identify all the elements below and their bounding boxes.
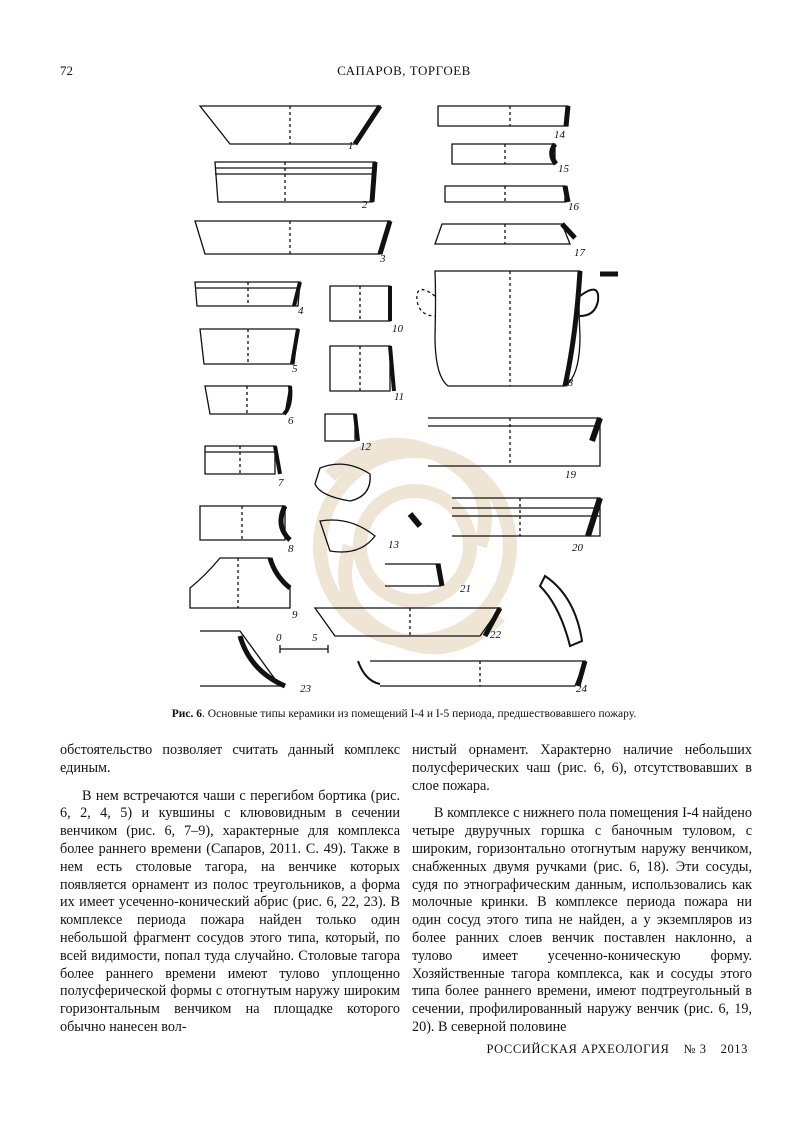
vessel-15 [452,144,555,164]
label-22: 22 [490,629,501,641]
page-footer [472,1042,748,1057]
ceramics-drawing [180,96,630,701]
label-3: 3 [380,253,386,265]
vessel-3 [195,221,390,254]
left-column [60,742,400,1037]
label-2: 2 [362,199,368,211]
label-24: 24 [576,683,587,695]
vessel-12 [325,414,355,441]
paragraph: В нем встречаются чаши с перегибом бортика (рис. 6, 2, 4, 5) и кувшины с клювовидным в сечении венчиком (рис. 6, 7–9), характерные для комплекса более раннего времени (Сапаров, 2011. С. 49). Также в нем есть столовые тагора, на венчике которых появляется орнамент из полос треугольников, а форма их имеет усеченно-конический абрис (рис. 6, 22, 23). В комплексе периода пожара найден только один небольшой фрагмент сосудов этого типа, который, по всей видимости, попал туда случайно. Столовые тагора более раннего времени имеют тулово уплощенно полусферической формы с отогнутым наружу широким горизонтальным венчиком на площадке которого обычно нанесен вол- [60,787,400,1035]
paragraph: нистый орнамент. Характерно наличие небольших полусферических чаш (рис. 6, 6), отсутствовавших в слое пожара. [412,742,752,794]
ornamented-fragment [540,576,582,646]
caption-prefix: Рис. 6 [171,708,203,720]
running-title: САПАРОВ, ТОРГОЕВ [337,63,471,78]
figure-labels [276,129,588,695]
page-number: 72 [60,63,73,78]
vessel-24 [370,661,585,686]
scale-label-0: 0 [276,632,282,644]
label-4: 4 [298,305,304,317]
paragraph: В комплексе с нижнего пола помещения I-4 найдено четыре двуручных горшка с баночным туловом, с широким, горизонтально отогнутым наружу венчиком, снабженных двумя ручками (рис. 6, 18). Эти сосуды, судя по этнографическим данным, использовались как молочные кринки. В комплексе периода пожара ни один сосуд этого типа не найден, а у экземпляров из более ранних слоев венчик поставлен наклонно, а тулово имеет усеченно-коническую форму. Хозяйственные тагора комплекса, как и сосуды этого типа более раннего времени, имеют подтреугольный в сечении, профилированный наружу венчик (рис. 6, 19, 20). В северной половине [412,805,752,1035]
year: 2013 [720,1042,748,1056]
vessel-14 [438,106,568,126]
label-12: 12 [360,441,371,453]
ceramics-figure [180,96,630,701]
vessel-21 [385,564,440,586]
label-11: 11 [394,391,405,403]
label-15: 15 [558,163,569,175]
right-column [412,742,752,1037]
label-6: 6 [288,415,294,427]
vessel-5 [200,329,298,364]
label-23: 23 [300,683,311,695]
vessel-18 [435,271,580,386]
label-9: 9 [292,609,298,621]
label-5: 5 [292,363,298,375]
label-21: 21 [460,583,471,595]
label-16: 16 [568,201,579,213]
label-18: 18 [562,377,573,389]
vessel-17 [435,224,570,244]
caption-text: . Основные типы керамики из помещений I-4 и I-5 периода, предшествовавшего пожару. [202,708,637,720]
label-7: 7 [278,477,284,489]
watermark-ornament [320,445,510,648]
label-10: 10 [392,323,403,335]
label-17: 17 [574,247,585,259]
label-14: 14 [554,129,565,141]
scale-label-5: 5 [312,632,318,644]
figure-caption [0,708,808,720]
vessel-10 [330,286,390,321]
label-1: 1 [348,140,354,152]
label-13: 13 [388,539,399,551]
page-header [0,63,808,83]
label-8: 8 [288,543,294,555]
vessel-8 [200,506,285,540]
journal-name: РОССИЙСКАЯ АРХЕОЛОГИЯ [486,1042,670,1056]
label-20: 20 [572,542,583,554]
label-19: 19 [565,469,576,481]
issue-number: № 3 [683,1042,707,1056]
paragraph: обстоятельство позволяет считать данный комплекс единым. [60,742,400,776]
